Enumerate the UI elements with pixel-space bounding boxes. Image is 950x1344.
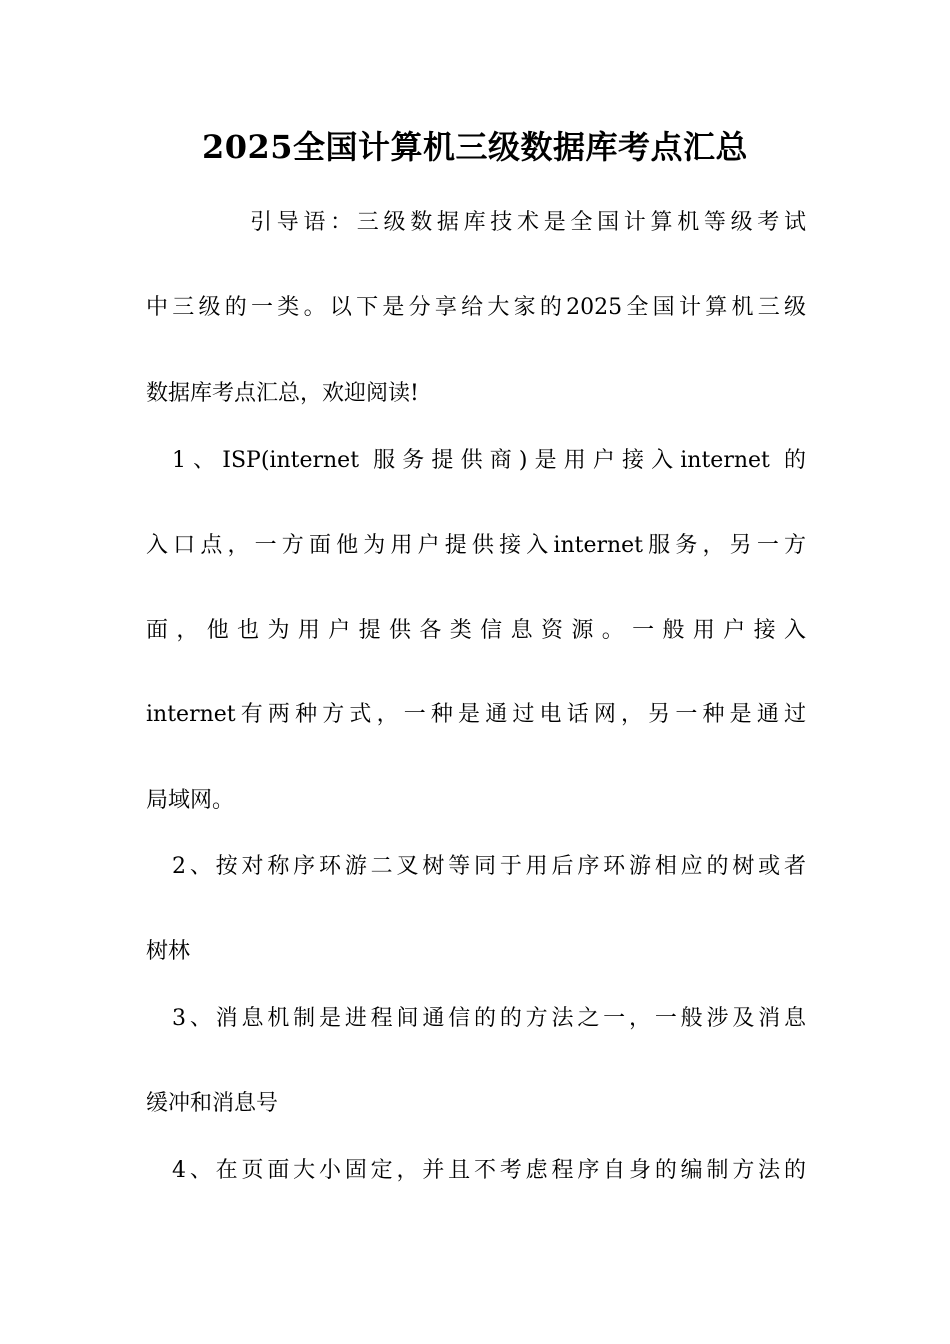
list-item-line: 面，他也为用户提供各类信息资源。一般用户接入 — [146, 618, 806, 643]
list-item-line: 入口点，一方面他为用户提供接入internet服务，另一方 — [146, 533, 806, 558]
list-item-line: 2、按对称序环游二叉树等同于用后序环游相应的树或者 — [172, 854, 806, 879]
list-item-line: 树林 — [146, 939, 191, 964]
list-item-line: internet有两种方式，一种是通过电话网，另一种是通过 — [146, 702, 806, 727]
paragraph-line: 中三级的一类。以下是分享给大家的2025全国计算机三级 — [146, 295, 806, 320]
list-item-line: 3、消息机制是进程间通信的的方法之一，一般涉及消息 — [172, 1006, 806, 1031]
paragraph-line: 数据库考点汇总，欢迎阅读! — [146, 381, 419, 406]
document-title: 2025全国计算机三级数据库考点汇总 — [201, 128, 749, 166]
list-item-line: 4、在页面大小固定，并且不考虑程序自身的编制方法的 — [172, 1158, 806, 1183]
list-item-line: 局域网。 — [146, 788, 235, 813]
list-item-line: 1、ISP(internet 服务提供商)是用户接入internet 的 — [172, 448, 806, 473]
list-item-line: 缓冲和消息号 — [146, 1091, 279, 1116]
paragraph-line: 引导语：三级数据库技术是全国计算机等级考试 — [250, 210, 806, 235]
